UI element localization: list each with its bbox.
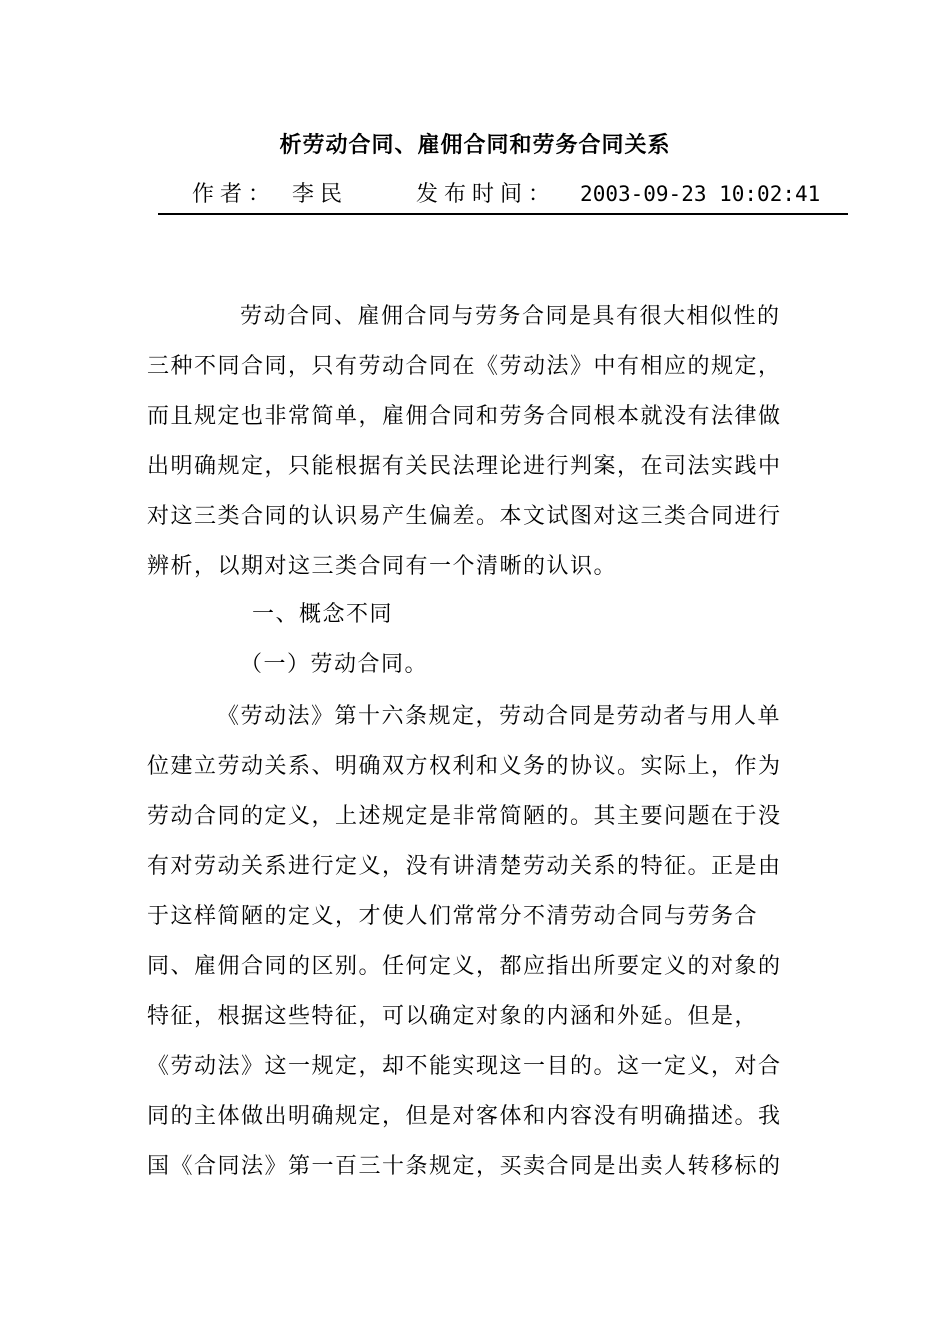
body-line: 同、雇佣合同的区别。任何定义，都应指出所要定义的对象的 (147, 954, 782, 979)
body-line: 劳动合同的定义，上述规定是非常简陋的。其主要问题在于没 (147, 804, 782, 829)
body-line: 位建立劳动关系、明确双方权利和义务的协议。实际上，作为 (147, 754, 782, 779)
author-name: 李民 (292, 182, 349, 207)
subsection-heading: （一）劳动合同。 (240, 652, 429, 677)
body-line: 同的主体做出明确规定，但是对客体和内容没有明确描述。我 (147, 1104, 782, 1129)
body-line: 出明确规定，只能根据有关民法理论进行判案，在司法实践中 (147, 454, 782, 479)
section-heading: 一、概念不同 (252, 602, 394, 627)
body-line: 《劳动法》第十六条规定，劳动合同是劳动者与用人单 (217, 704, 782, 729)
publish-date: 2003-09-23 10:02:41 (580, 182, 821, 206)
body-line: 辨析，以期对这三类合同有一个清晰的认识。 (147, 554, 618, 579)
body-line: 于这样简陋的定义，才使人们常常分不清劳动合同与劳务合 (147, 904, 759, 929)
date-label: 发布时间： (416, 182, 557, 207)
document-title: 析劳动合同、雇佣合同和劳务合同关系 (279, 133, 671, 158)
body-line: 而且规定也非常简单，雇佣合同和劳务合同根本就没有法律做 (147, 404, 782, 429)
author-label: 作者： (192, 182, 277, 207)
body-line: 特征，根据这些特征，可以确定对象的内涵和外延。但是， (147, 1004, 759, 1029)
body-line: 三种不同合同，只有劳动合同在《劳动法》中有相应的规定， (147, 354, 782, 379)
body-line: 有对劳动关系进行定义，没有讲清楚劳动关系的特征。正是由 (147, 854, 782, 879)
body-line: 国《合同法》第一百三十条规定，买卖合同是出卖人转移标的 (147, 1154, 782, 1179)
body-line: 劳动合同、雇佣合同与劳务合同是具有很大相似性的 (240, 304, 781, 329)
body-line: 《劳动法》这一规定，却不能实现这一目的。这一定义，对合 (147, 1054, 782, 1079)
body-line: 对这三类合同的认识易产生偏差。本文试图对这三类合同进行 (147, 504, 782, 529)
